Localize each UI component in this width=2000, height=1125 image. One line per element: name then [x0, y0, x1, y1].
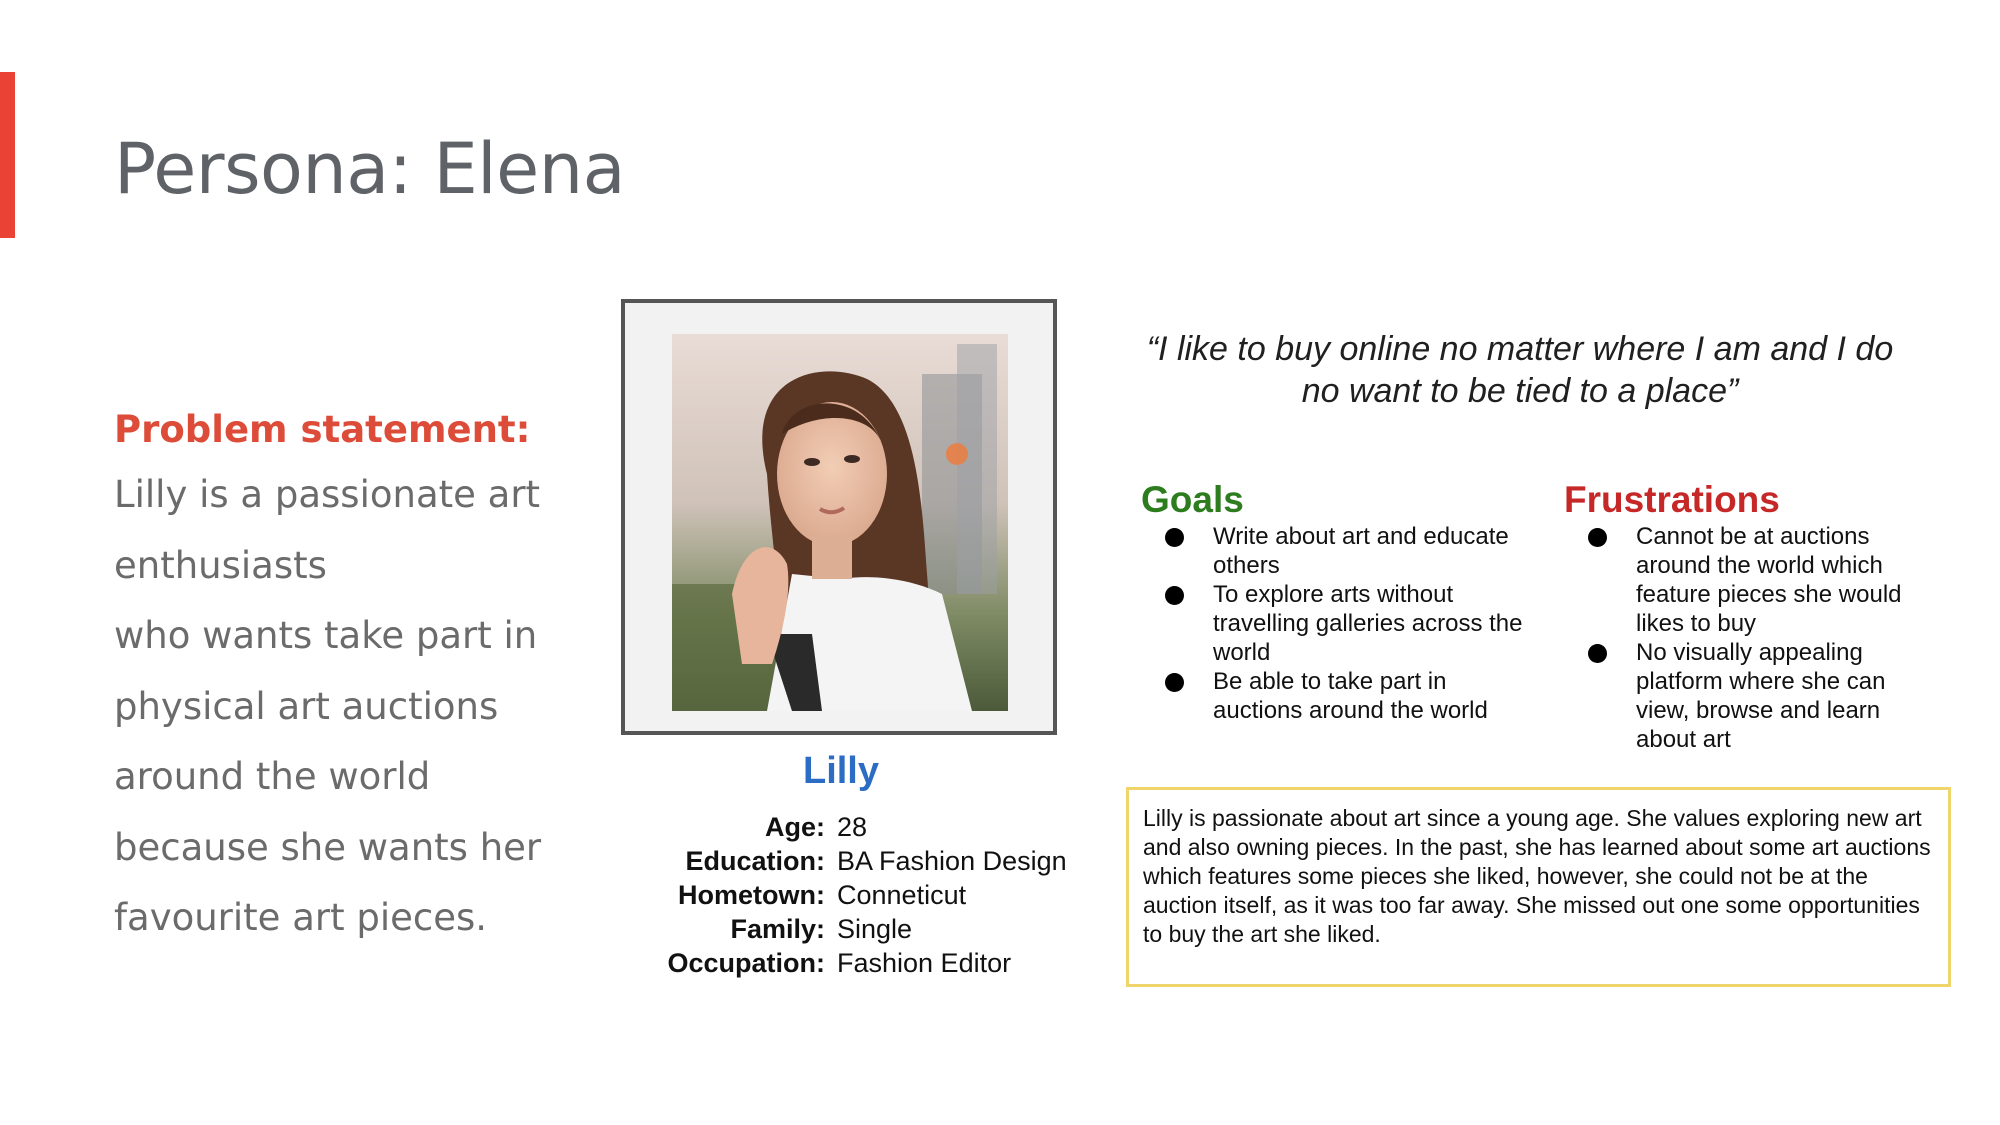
problem-heading: Problem statement:	[114, 408, 531, 451]
frustration-item	[1564, 522, 1944, 638]
bullet-icon	[1165, 528, 1184, 547]
detail-value: Fashion Editor	[837, 948, 1012, 978]
frustrations-list	[1564, 522, 1944, 754]
detail-value: Conneticut	[837, 880, 967, 910]
problem-statement	[114, 400, 574, 954]
bullet-icon	[1588, 644, 1607, 663]
problem-line: who wants take part in	[114, 614, 538, 657]
problem-line: around the world	[114, 755, 431, 798]
detail-row-education	[620, 844, 1067, 878]
persona-name: Lilly	[802, 750, 880, 792]
problem-line: physical art auctions	[114, 684, 499, 728]
detail-row-hometown	[620, 878, 1067, 912]
goal-item	[1141, 522, 1531, 580]
problem-line: favourite art pieces.	[114, 896, 488, 939]
page-title: Persona: Elena	[114, 128, 625, 210]
frustrations-title: Frustrations	[1564, 479, 1780, 520]
problem-line: because she wants her	[114, 825, 542, 869]
problem-line: enthusiasts	[114, 543, 327, 587]
frustration-text: Cannot be at auctions around the world which feature pieces she would likes to buy	[1636, 523, 1902, 637]
bullet-icon	[1588, 528, 1607, 547]
persona-quote: “I like to buy online no matter where I am and I do no want to be tied to a place”	[1146, 330, 1894, 410]
goals-section	[1141, 478, 1531, 725]
detail-value: 28	[837, 812, 868, 842]
detail-value: Single	[837, 914, 913, 944]
frustrations-section	[1564, 478, 1944, 754]
goal-text: Write about art and educate others	[1213, 523, 1509, 579]
detail-label: Age:	[765, 812, 825, 842]
goals-title: Goals	[1141, 479, 1244, 520]
goal-text: Be able to take part in auctions around the world	[1213, 668, 1488, 724]
persona-story: Lilly is passionate about art since a young age. She values exploring new art and also owning pieces. In the past, she has learned about some art auctions which features some pieces she liked, however, she could not be at the auction itself, as it was too far away. She missed out one some opportunities to buy the art she liked.	[1126, 787, 1951, 987]
detail-row-age	[620, 810, 1067, 844]
frustration-item	[1564, 638, 1944, 754]
goal-item	[1141, 580, 1531, 667]
problem-line: Lilly is a passionate art	[114, 473, 541, 516]
goal-text: To explore arts without travelling galleries across the world	[1213, 581, 1523, 666]
detail-label: Occupation:	[667, 948, 825, 978]
persona-details	[620, 810, 1067, 980]
detail-label: Education:	[685, 846, 825, 876]
portrait-photo	[672, 334, 1008, 711]
detail-row-occupation	[620, 946, 1067, 980]
bullet-icon	[1165, 673, 1184, 692]
detail-value: BA Fashion Design	[837, 846, 1067, 876]
frustration-text: No visually appealing platform where she can view, browse and learn about art	[1636, 639, 1886, 753]
bullet-icon	[1165, 586, 1184, 605]
persona-photo-frame	[621, 299, 1057, 735]
detail-label: Family:	[730, 914, 825, 944]
goal-item	[1141, 667, 1531, 725]
accent-bar	[0, 72, 15, 238]
detail-label: Hometown:	[678, 880, 825, 910]
goals-list	[1141, 522, 1531, 725]
detail-row-family	[620, 912, 1067, 946]
